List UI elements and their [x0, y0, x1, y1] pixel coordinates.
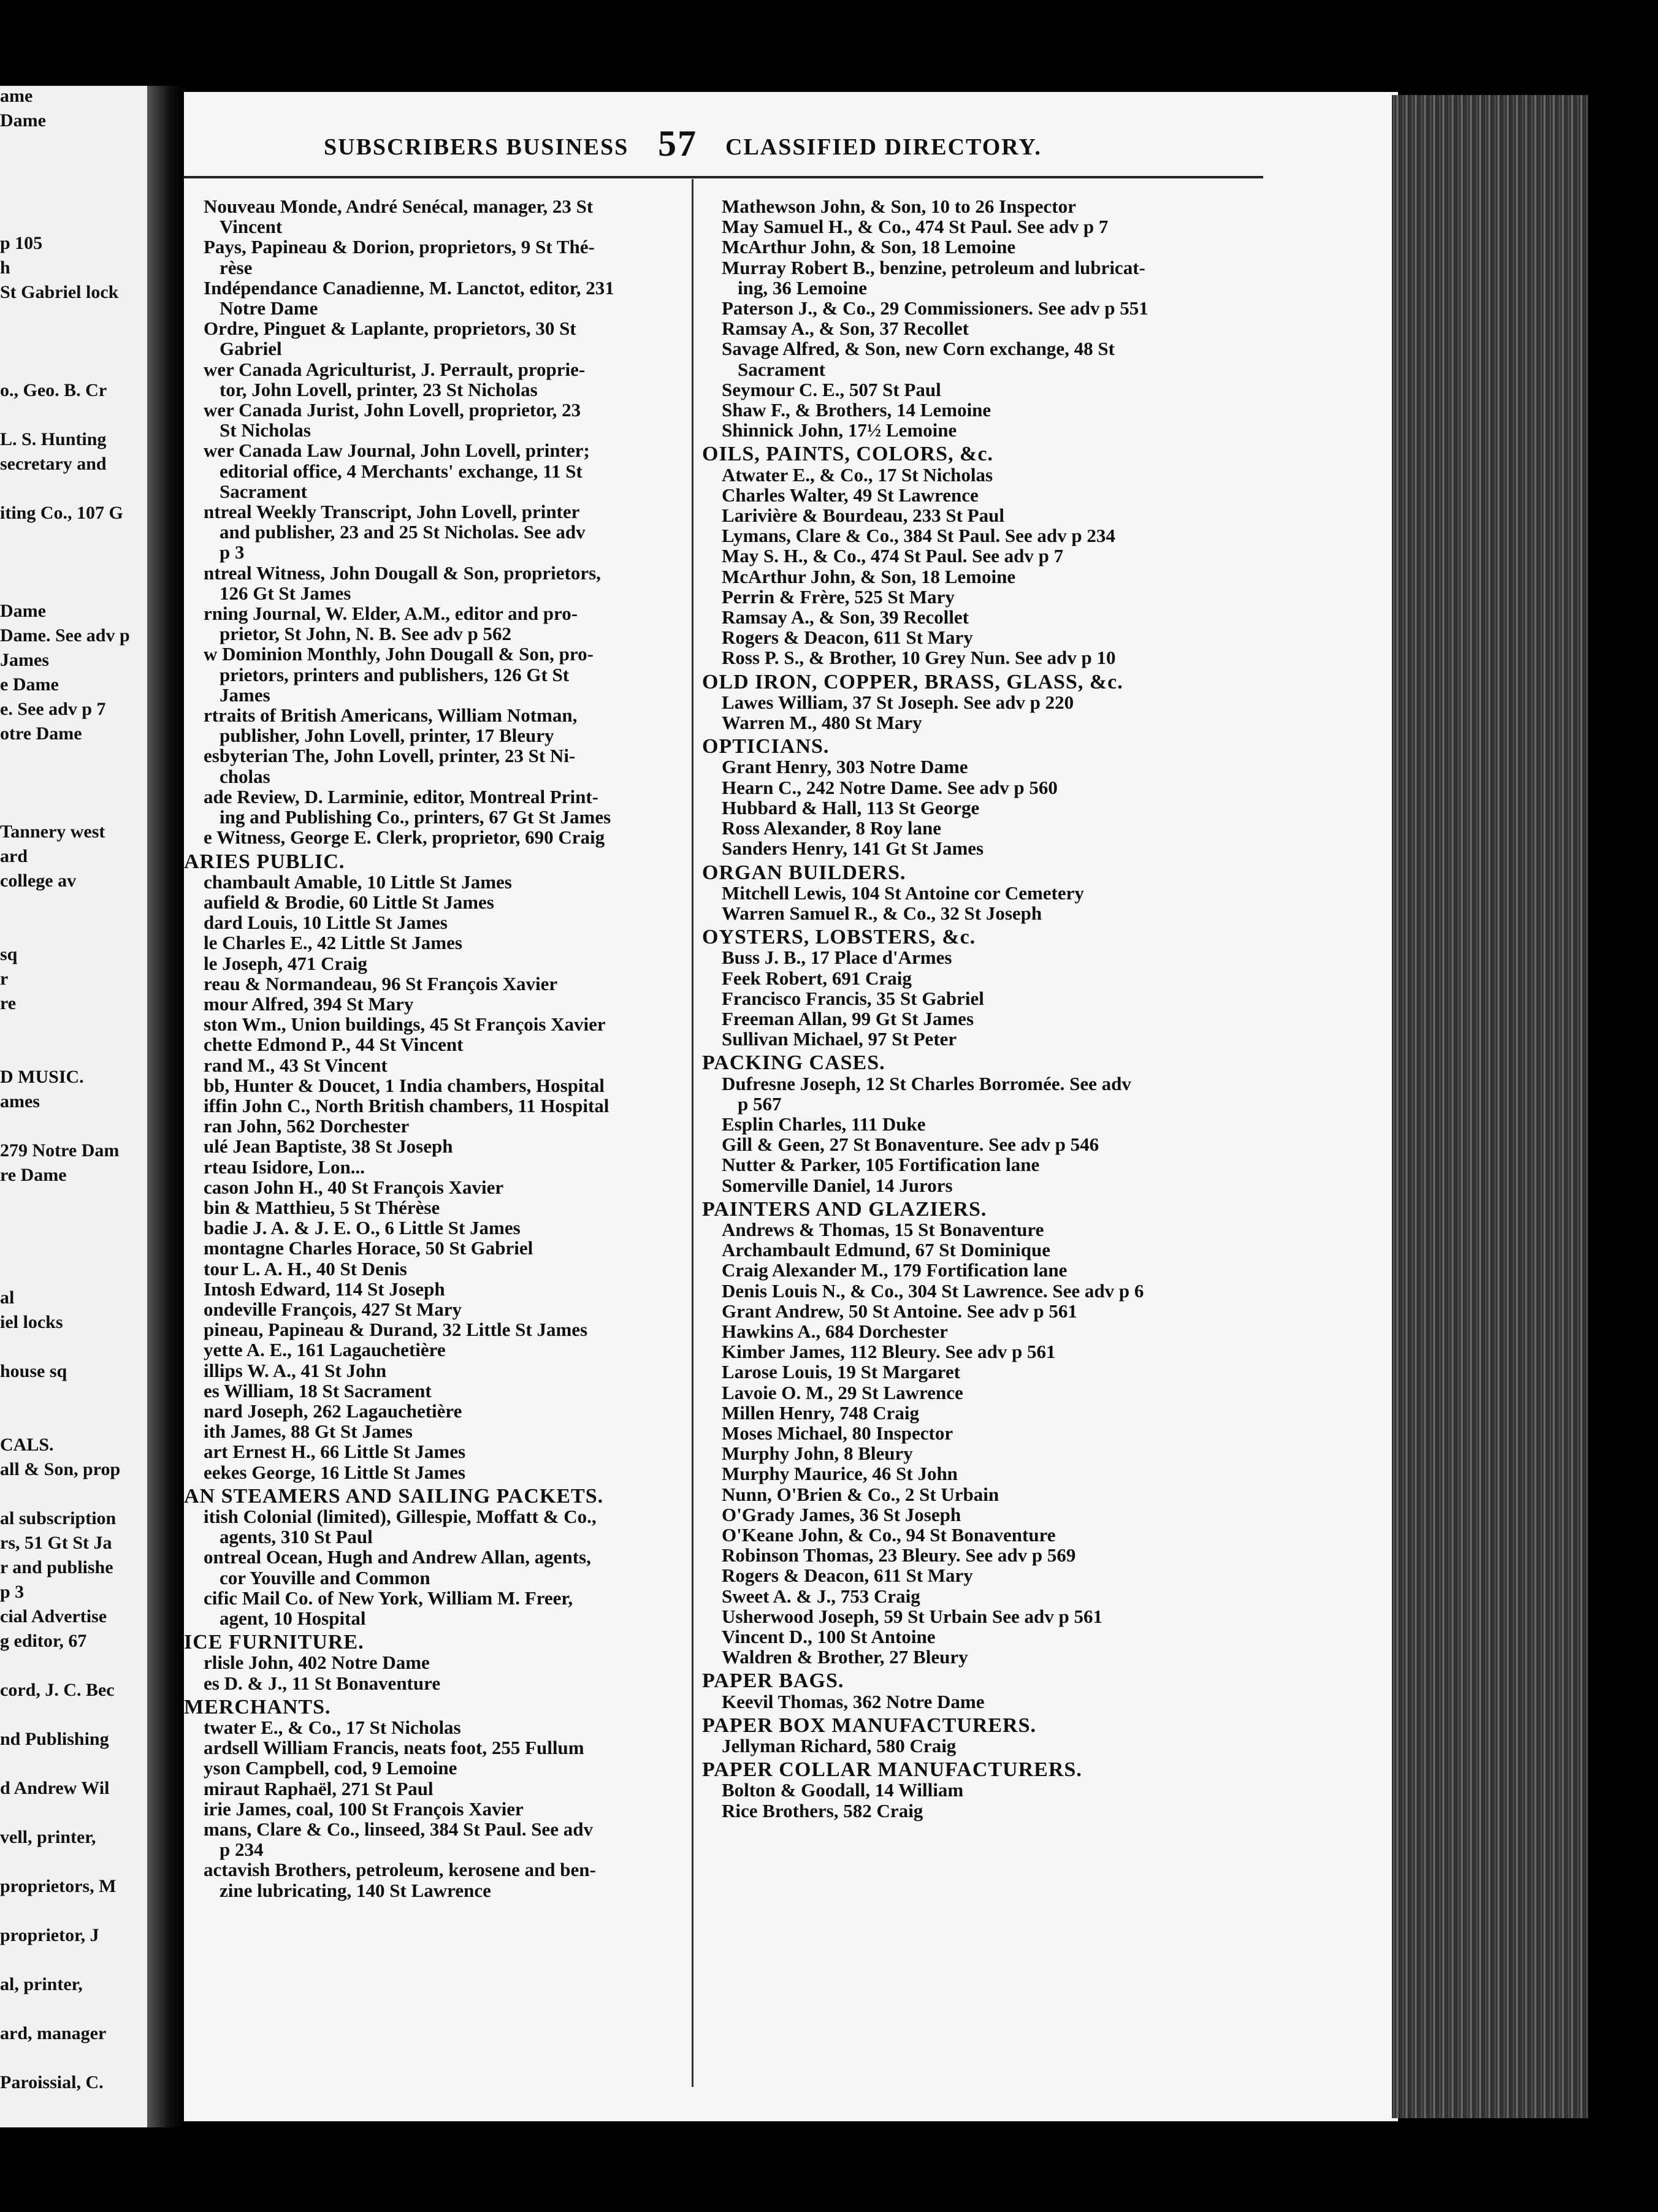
entry-continuation: James	[220, 684, 270, 706]
directory-entry: Waldren & Brother, 27 Bleury	[722, 1646, 968, 1668]
facing-page-text: p 3	[0, 1582, 25, 1602]
directory-entry: esbyterian The, John Lovell, printer, 23 St Ni-	[204, 745, 576, 767]
page-edges	[1392, 95, 1588, 2118]
directory-entry: ith James, 88 Gt St James	[204, 1421, 413, 1443]
entry-continuation: cor Youville and Common	[220, 1566, 430, 1588]
directory-entry: Ordre, Pinguet & Laplante, proprietors, 30 St	[204, 318, 576, 340]
facing-page-text: nd Publishing	[0, 1729, 109, 1749]
directory-entry: Archambault Edmund, 67 St Dominique	[722, 1239, 1051, 1261]
directory-entry: twater E., & Co., 17 St Nicholas	[204, 1717, 461, 1739]
section-heading: PAPER BOX MANUFACTURERS.	[702, 1714, 1037, 1737]
facing-page-text: 279 Notre Dam	[0, 1140, 120, 1161]
facing-page-text: al subscription	[0, 1508, 117, 1528]
directory-entry: Moses Michael, 80 Inspector	[722, 1422, 953, 1444]
section-heading: ORGAN BUILDERS.	[702, 861, 906, 884]
directory-entry: Keevil Thomas, 362 Notre Dame	[722, 1690, 985, 1712]
directory-entry: Murphy Maurice, 46 St John	[722, 1463, 958, 1485]
facing-page-text: sq	[0, 944, 18, 964]
directory-entry: Lavoie O. M., 29 St Lawrence	[722, 1381, 963, 1403]
directory-entry: aufield & Brodie, 60 Little St James	[204, 891, 494, 913]
facing-page-text: Tannery west	[0, 822, 105, 842]
directory-entry: rlisle John, 402 Notre Dame	[204, 1652, 430, 1674]
directory-entry: Ramsay A., & Son, 39 Recollet	[722, 606, 969, 628]
directory-entry: cason John H., 40 St François Xavier	[204, 1176, 504, 1198]
facing-page-text: proprietor, J	[0, 1925, 99, 1945]
directory-entry: bb, Hunter & Doucet, 1 India chambers, Hospital	[204, 1074, 605, 1096]
entry-continuation: agents, 310 St Paul	[220, 1526, 373, 1548]
directory-entry: nard Joseph, 262 Lagauchetière	[204, 1400, 462, 1422]
directory-entry: actavish Brothers, petroleum, kerosene and ben-	[204, 1859, 596, 1881]
directory-entry: miraut Raphaël, 271 St Paul	[204, 1777, 434, 1799]
facing-page-text: r	[0, 969, 9, 989]
directory-entry: Larose Louis, 19 St Margaret	[722, 1361, 960, 1383]
directory-entry: McArthur John, & Son, 18 Lemoine	[722, 236, 1016, 258]
running-head-left: SUBSCRIBERS BUSINESS	[324, 134, 629, 160]
facing-page-fragment	[0, 86, 147, 2127]
directory-entry: ontreal Ocean, Hugh and Andrew Allan, agents,	[204, 1546, 591, 1568]
facing-page-text: iel locks	[0, 1312, 63, 1332]
book-gutter	[147, 86, 184, 2127]
facing-page-text: college av	[0, 871, 77, 891]
facing-page-text: cial Advertise	[0, 1606, 107, 1627]
directory-entry: dard Louis, 10 Little St James	[204, 912, 448, 934]
column-left	[184, 196, 690, 1901]
facing-page-text: iting Co., 107 G	[0, 503, 123, 523]
directory-entry: Nouveau Monde, André Senécal, manager, 23 St	[204, 196, 594, 217]
entry-continuation: p 567	[738, 1093, 782, 1115]
directory-entry: Perrin & Frère, 525 St Mary	[722, 585, 955, 608]
facing-page-text: house sq	[0, 1361, 67, 1381]
directory-entry: Grant Henry, 303 Notre Dame	[722, 756, 968, 778]
directory-entry: Hawkins A., 684 Dorchester	[722, 1320, 948, 1342]
section-heading: AN STEAMERS AND SAILING PACKETS.	[184, 1484, 604, 1508]
directory-entry: Mitchell Lewis, 104 St Antoine cor Cemetery	[722, 882, 1084, 904]
directory-entry: Pays, Papineau & Dorion, proprietors, 9 St Thé-	[204, 236, 595, 258]
facing-page-text: al	[0, 1287, 15, 1308]
facing-page-text: ard	[0, 846, 28, 866]
directory-entry: rteau Isidore, Lon...	[204, 1156, 365, 1178]
directory-entry: Craig Alexander M., 179 Fortification lane	[722, 1259, 1068, 1281]
facing-page-text: e Dame	[0, 674, 59, 695]
directory-entry: Somerville Daniel, 14 Jurors	[722, 1174, 953, 1196]
directory-entry: Sanders Henry, 141 Gt St James	[722, 837, 984, 860]
directory-entry: yette A. E., 161 Lagauchetière	[204, 1339, 446, 1361]
directory-entry: ardsell William Francis, neats foot, 255 Fullum	[204, 1737, 584, 1759]
directory-entry: Shinnick John, 17½ Lemoine	[722, 419, 957, 441]
column-right	[702, 196, 1278, 1821]
directory-entry: Larivière & Bourdeau, 233 St Paul	[722, 505, 1004, 527]
directory-entry: wer Canada Jurist, John Lovell, proprietor, 23	[204, 399, 581, 421]
directory-entry: ondeville François, 427 St Mary	[204, 1298, 462, 1320]
directory-entry: badie J. A. & J. E. O., 6 Little St James	[204, 1217, 521, 1239]
directory-entry: Vincent D., 100 St Antoine	[722, 1626, 936, 1648]
directory-entry: ade Review, D. Larminie, editor, Montreal Print-	[204, 785, 599, 807]
directory-entry: Gill & Geen, 27 St Bonaventure. See adv p 546	[722, 1134, 1099, 1156]
directory-entry: Seymour C. E., 507 St Paul	[722, 378, 941, 400]
section-heading: OILS, PAINTS, COLORS, &c.	[702, 443, 993, 466]
running-head	[324, 123, 1164, 166]
directory-entry: chambault Amable, 10 Little St James	[204, 871, 512, 893]
directory-entry: Jellyman Richard, 580 Craig	[722, 1735, 957, 1757]
entry-continuation: agent, 10 Hospital	[220, 1608, 366, 1630]
directory-entry: pineau, Papineau & Durand, 32 Little St James	[204, 1319, 588, 1341]
facing-page-text: all & Son, prop	[0, 1459, 121, 1479]
directory-entry: le Joseph, 471 Craig	[204, 952, 367, 974]
directory-entry: tour L. A. H., 40 St Denis	[204, 1257, 407, 1280]
facing-page-text: al, printer,	[0, 1974, 83, 1994]
directory-entry: ntreal Weekly Transcript, John Lovell, printer	[204, 501, 580, 523]
entry-continuation: rèse	[220, 256, 253, 278]
directory-entry: Freeman Allan, 99 Gt St James	[722, 1007, 974, 1029]
facing-page-text: Dame	[0, 601, 46, 621]
facing-page-text: Dame. See adv p	[0, 625, 130, 646]
directory-entry: Francisco Francis, 35 St Gabriel	[722, 987, 984, 1009]
facing-page-text: re Dame	[0, 1165, 67, 1185]
directory-entry: rand M., 43 St Vincent	[204, 1054, 388, 1076]
directory-entry: Murray Robert B., benzine, petroleum and lubricat-	[722, 256, 1145, 278]
directory-entry: Robinson Thomas, 23 Bleury. See adv p 569	[722, 1544, 1076, 1566]
facing-page-text: Dame	[0, 110, 46, 131]
facing-page-text: h	[0, 257, 10, 278]
directory-entry: May S. H., & Co., 474 St Paul. See adv p 7	[722, 545, 1064, 567]
page-number: 57	[658, 123, 697, 164]
entry-continuation: ing and Publishing Co., printers, 67 Gt St James	[220, 806, 611, 828]
facing-page-text: Paroissial, C.	[0, 2072, 104, 2092]
entry-continuation: Notre Dame	[220, 297, 318, 319]
directory-entry: irie James, coal, 100 St François Xavier	[204, 1798, 524, 1820]
section-heading: PAPER BAGS.	[702, 1669, 844, 1693]
directory-entry: Ross P. S., & Brother, 10 Grey Nun. See adv p 10	[722, 647, 1116, 669]
entry-continuation: editorial office, 4 Merchants' exchange, 11 St	[220, 460, 583, 482]
facing-page-text: e. See adv p 7	[0, 699, 106, 719]
directory-entry: Lymans, Clare & Co., 384 St Paul. See adv p 234	[722, 525, 1115, 547]
directory-entry: reau & Normandeau, 96 St François Xavier	[204, 972, 558, 994]
directory-entry: le Charles E., 42 Little St James	[204, 932, 462, 954]
facing-page-text: ard, manager	[0, 2023, 107, 2043]
directory-entry: wer Canada Law Journal, John Lovell, printer;	[204, 440, 590, 462]
directory-entry: art Ernest H., 66 Little St James	[204, 1441, 466, 1463]
section-heading: PACKING CASES.	[702, 1051, 885, 1075]
directory-entry: O'Keane John, & Co., 94 St Bonaventure	[722, 1524, 1056, 1546]
directory-entry: ntreal Witness, John Dougall & Son, proprietors,	[204, 562, 601, 584]
entry-continuation: p 3	[220, 541, 245, 563]
facing-page-text: cord, J. C. Bec	[0, 1680, 115, 1700]
facing-page-text: St Gabriel lock	[0, 282, 119, 302]
entry-continuation: p 234	[220, 1839, 264, 1861]
directory-entry: iffin John C., North British chambers, 11 Hospital	[204, 1094, 609, 1116]
entry-continuation: publisher, John Lovell, printer, 17 Bleury	[220, 725, 554, 747]
directory-entry: Murphy John, 8 Bleury	[722, 1443, 913, 1465]
directory-entry: chette Edmond P., 44 St Vincent	[204, 1034, 464, 1056]
entry-continuation: tor, John Lovell, printer, 23 St Nicholas	[220, 378, 538, 400]
directory-entry: Ross Alexander, 8 Roy lane	[722, 817, 941, 839]
facing-page-text: ames	[0, 1091, 40, 1112]
directory-entry: Indépendance Canadienne, M. Lanctot, editor, 231	[204, 276, 614, 299]
directory-entry: Sweet A. & J., 753 Craig	[722, 1585, 920, 1607]
directory-entry: wer Canada Agriculturist, J. Perrault, proprie-	[204, 358, 586, 380]
directory-entry: es William, 18 St Sacrament	[204, 1379, 432, 1402]
section-heading: PAPER COLLAR MANUFACTURERS.	[702, 1758, 1082, 1782]
directory-entry: Atwater E., & Co., 17 St Nicholas	[722, 463, 993, 486]
facing-page-text: CALS.	[0, 1435, 54, 1455]
running-head-right: CLASSIFIED DIRECTORY.	[725, 134, 1042, 160]
entry-continuation: Gabriel	[220, 338, 282, 360]
directory-entry: montagne Charles Horace, 50 St Gabriel	[204, 1237, 533, 1259]
directory-entry: yson Campbell, cod, 9 Lemoine	[204, 1757, 457, 1779]
facing-page-text: D MUSIC.	[0, 1067, 84, 1087]
directory-entry: rtraits of British Americans, William Notman,	[204, 704, 578, 727]
directory-entry: Millen Henry, 748 Craig	[722, 1402, 920, 1424]
facing-page-text: re	[0, 993, 17, 1013]
section-heading: OPTICIANS.	[702, 735, 830, 758]
directory-entry: Buss J. B., 17 Place d'Armes	[722, 947, 952, 969]
directory-entry: Mathewson John, & Son, 10 to 26 Inspector	[722, 196, 1076, 217]
directory-entry: May Samuel H., & Co., 474 St Paul. See adv p 7	[722, 216, 1109, 238]
entry-continuation: Vincent	[220, 216, 283, 238]
directory-entry: Rogers & Deacon, 611 St Mary	[722, 1565, 973, 1587]
entry-continuation: ing, 36 Lemoine	[738, 276, 867, 299]
directory-entry: ran John, 562 Dorchester	[204, 1115, 410, 1137]
entry-continuation: prietors, printers and publishers, 126 Gt St	[220, 663, 570, 685]
directory-entry: Charles Walter, 49 St Lawrence	[722, 484, 979, 506]
directory-entry: Hubbard & Hall, 113 St George	[722, 796, 980, 818]
section-heading: MERCHANTS.	[184, 1695, 331, 1718]
directory-entry: Hearn C., 242 Notre Dame. See adv p 560	[722, 776, 1058, 798]
section-heading: PAINTERS AND GLAZIERS.	[702, 1197, 987, 1221]
directory-entry: Usherwood Joseph, 59 St Urbain See adv p 561	[722, 1605, 1102, 1627]
facing-page-text: secretary and	[0, 454, 107, 474]
directory-entry: eekes George, 16 Little St James	[204, 1461, 465, 1483]
directory-entry: w Dominion Monthly, John Dougall & Son, pro-	[204, 643, 594, 665]
directory-entry: Nutter & Parker, 105 Fortification lane	[722, 1154, 1040, 1176]
section-heading: ICE FURNITURE.	[184, 1631, 364, 1654]
directory-entry: Intosh Edward, 114 St Joseph	[204, 1278, 445, 1300]
directory-entry: Sullivan Michael, 97 St Peter	[722, 1028, 957, 1050]
facing-page-text: o., Geo. B. Cr	[0, 380, 107, 400]
directory-entry: Savage Alfred, & Son, new Corn exchange, 48 St	[722, 338, 1115, 360]
entry-continuation: prietor, St John, N. B. See adv p 562	[220, 623, 511, 645]
directory-entry: Shaw F., & Brothers, 14 Lemoine	[722, 399, 991, 421]
directory-entry: Feek Robert, 691 Craig	[722, 967, 912, 989]
facing-page-text: proprietors, M	[0, 1876, 117, 1896]
directory-entry: Andrews & Thomas, 15 St Bonaventure	[722, 1218, 1044, 1240]
header-rule	[184, 176, 1263, 178]
directory-entry: ston Wm., Union buildings, 45 St François Xavier	[204, 1013, 606, 1035]
directory-entry: Esplin Charles, 111 Duke	[722, 1113, 926, 1135]
directory-entry: cific Mail Co. of New York, William M. Freer,	[204, 1587, 573, 1609]
directory-entry: Warren Samuel R., & Co., 32 St Joseph	[722, 902, 1042, 924]
facing-page-text: otre Dame	[0, 723, 82, 744]
directory-entry: Warren M., 480 St Mary	[722, 712, 922, 734]
facing-page-text: p 105	[0, 233, 43, 253]
directory-entry: Nunn, O'Brien & Co., 2 St Urbain	[722, 1483, 999, 1505]
directory-entry: McArthur John, & Son, 18 Lemoine	[722, 565, 1016, 587]
directory-entry: Lawes William, 37 St Joseph. See adv p 220	[722, 691, 1074, 713]
entry-continuation: St Nicholas	[220, 419, 311, 441]
directory-entry: Rogers & Deacon, 611 St Mary	[722, 627, 973, 649]
directory-entry: Kimber James, 112 Bleury. See adv p 561	[722, 1341, 1056, 1363]
directory-entry: Grant Andrew, 50 St Antoine. See adv p 561	[722, 1300, 1077, 1322]
directory-entry: es D. & J., 11 St Bonaventure	[204, 1672, 441, 1694]
entry-continuation: 126 Gt St James	[220, 582, 351, 604]
directory-entry: mans, Clare & Co., linseed, 384 St Paul. See adv	[204, 1818, 593, 1840]
directory-entry: e Witness, George E. Clerk, proprietor, 690 Craig	[204, 826, 605, 849]
entry-continuation: and publisher, 23 and 25 St Nicholas. See adv	[220, 521, 586, 543]
directory-entry: O'Grady James, 36 St Joseph	[722, 1503, 961, 1525]
entry-continuation: zine lubricating, 140 St Lawrence	[220, 1879, 491, 1901]
facing-page-text: L. S. Hunting	[0, 429, 107, 449]
section-heading: OYSTERS, LOBSTERS, &c.	[702, 926, 976, 949]
facing-page-text: James	[0, 650, 49, 670]
section-heading: ARIES PUBLIC.	[184, 850, 345, 873]
directory-entry: mour Alfred, 394 St Mary	[204, 993, 414, 1015]
directory-entry: bin & Matthieu, 5 St Thérèse	[204, 1196, 440, 1218]
facing-page-text: d Andrew Wil	[0, 1778, 110, 1798]
entry-continuation: Sacrament	[220, 480, 307, 502]
section-heading: OLD IRON, COPPER, BRASS, GLASS, &c.	[702, 670, 1123, 693]
facing-page-text: r and publishe	[0, 1557, 113, 1577]
facing-page-text: ame	[0, 86, 33, 106]
directory-entry: Denis Louis N., & Co., 304 St Lawrence. See adv p 6	[722, 1280, 1144, 1302]
directory-entry: Bolton & Goodall, 14 William	[722, 1779, 964, 1801]
directory-entry: Paterson J., & Co., 29 Commissioners. See adv p 551	[722, 297, 1148, 319]
directory-entry: rning Journal, W. Elder, A.M., editor and pro-	[204, 603, 578, 625]
directory-entry: Dufresne Joseph, 12 St Charles Borromée. See adv	[722, 1072, 1131, 1094]
directory-entry: illips W. A., 41 St John	[204, 1359, 387, 1381]
facing-page-text: rs, 51 Gt St Ja	[0, 1533, 112, 1553]
directory-page	[184, 92, 1398, 2121]
directory-entry: Rice Brothers, 582 Craig	[722, 1799, 923, 1821]
column-divider	[692, 179, 693, 2087]
facing-page-text: g editor, 67	[0, 1631, 87, 1651]
directory-entry: itish Colonial (limited), Gillespie, Moffatt & Co.,	[204, 1506, 597, 1527]
entry-continuation: cholas	[220, 765, 270, 787]
entry-continuation: Sacrament	[738, 358, 825, 380]
directory-entry: Ramsay A., & Son, 37 Recollet	[722, 318, 969, 340]
facing-page-text: vell, printer,	[0, 1827, 96, 1847]
directory-entry: ulé Jean Baptiste, 38 St Joseph	[204, 1135, 453, 1157]
